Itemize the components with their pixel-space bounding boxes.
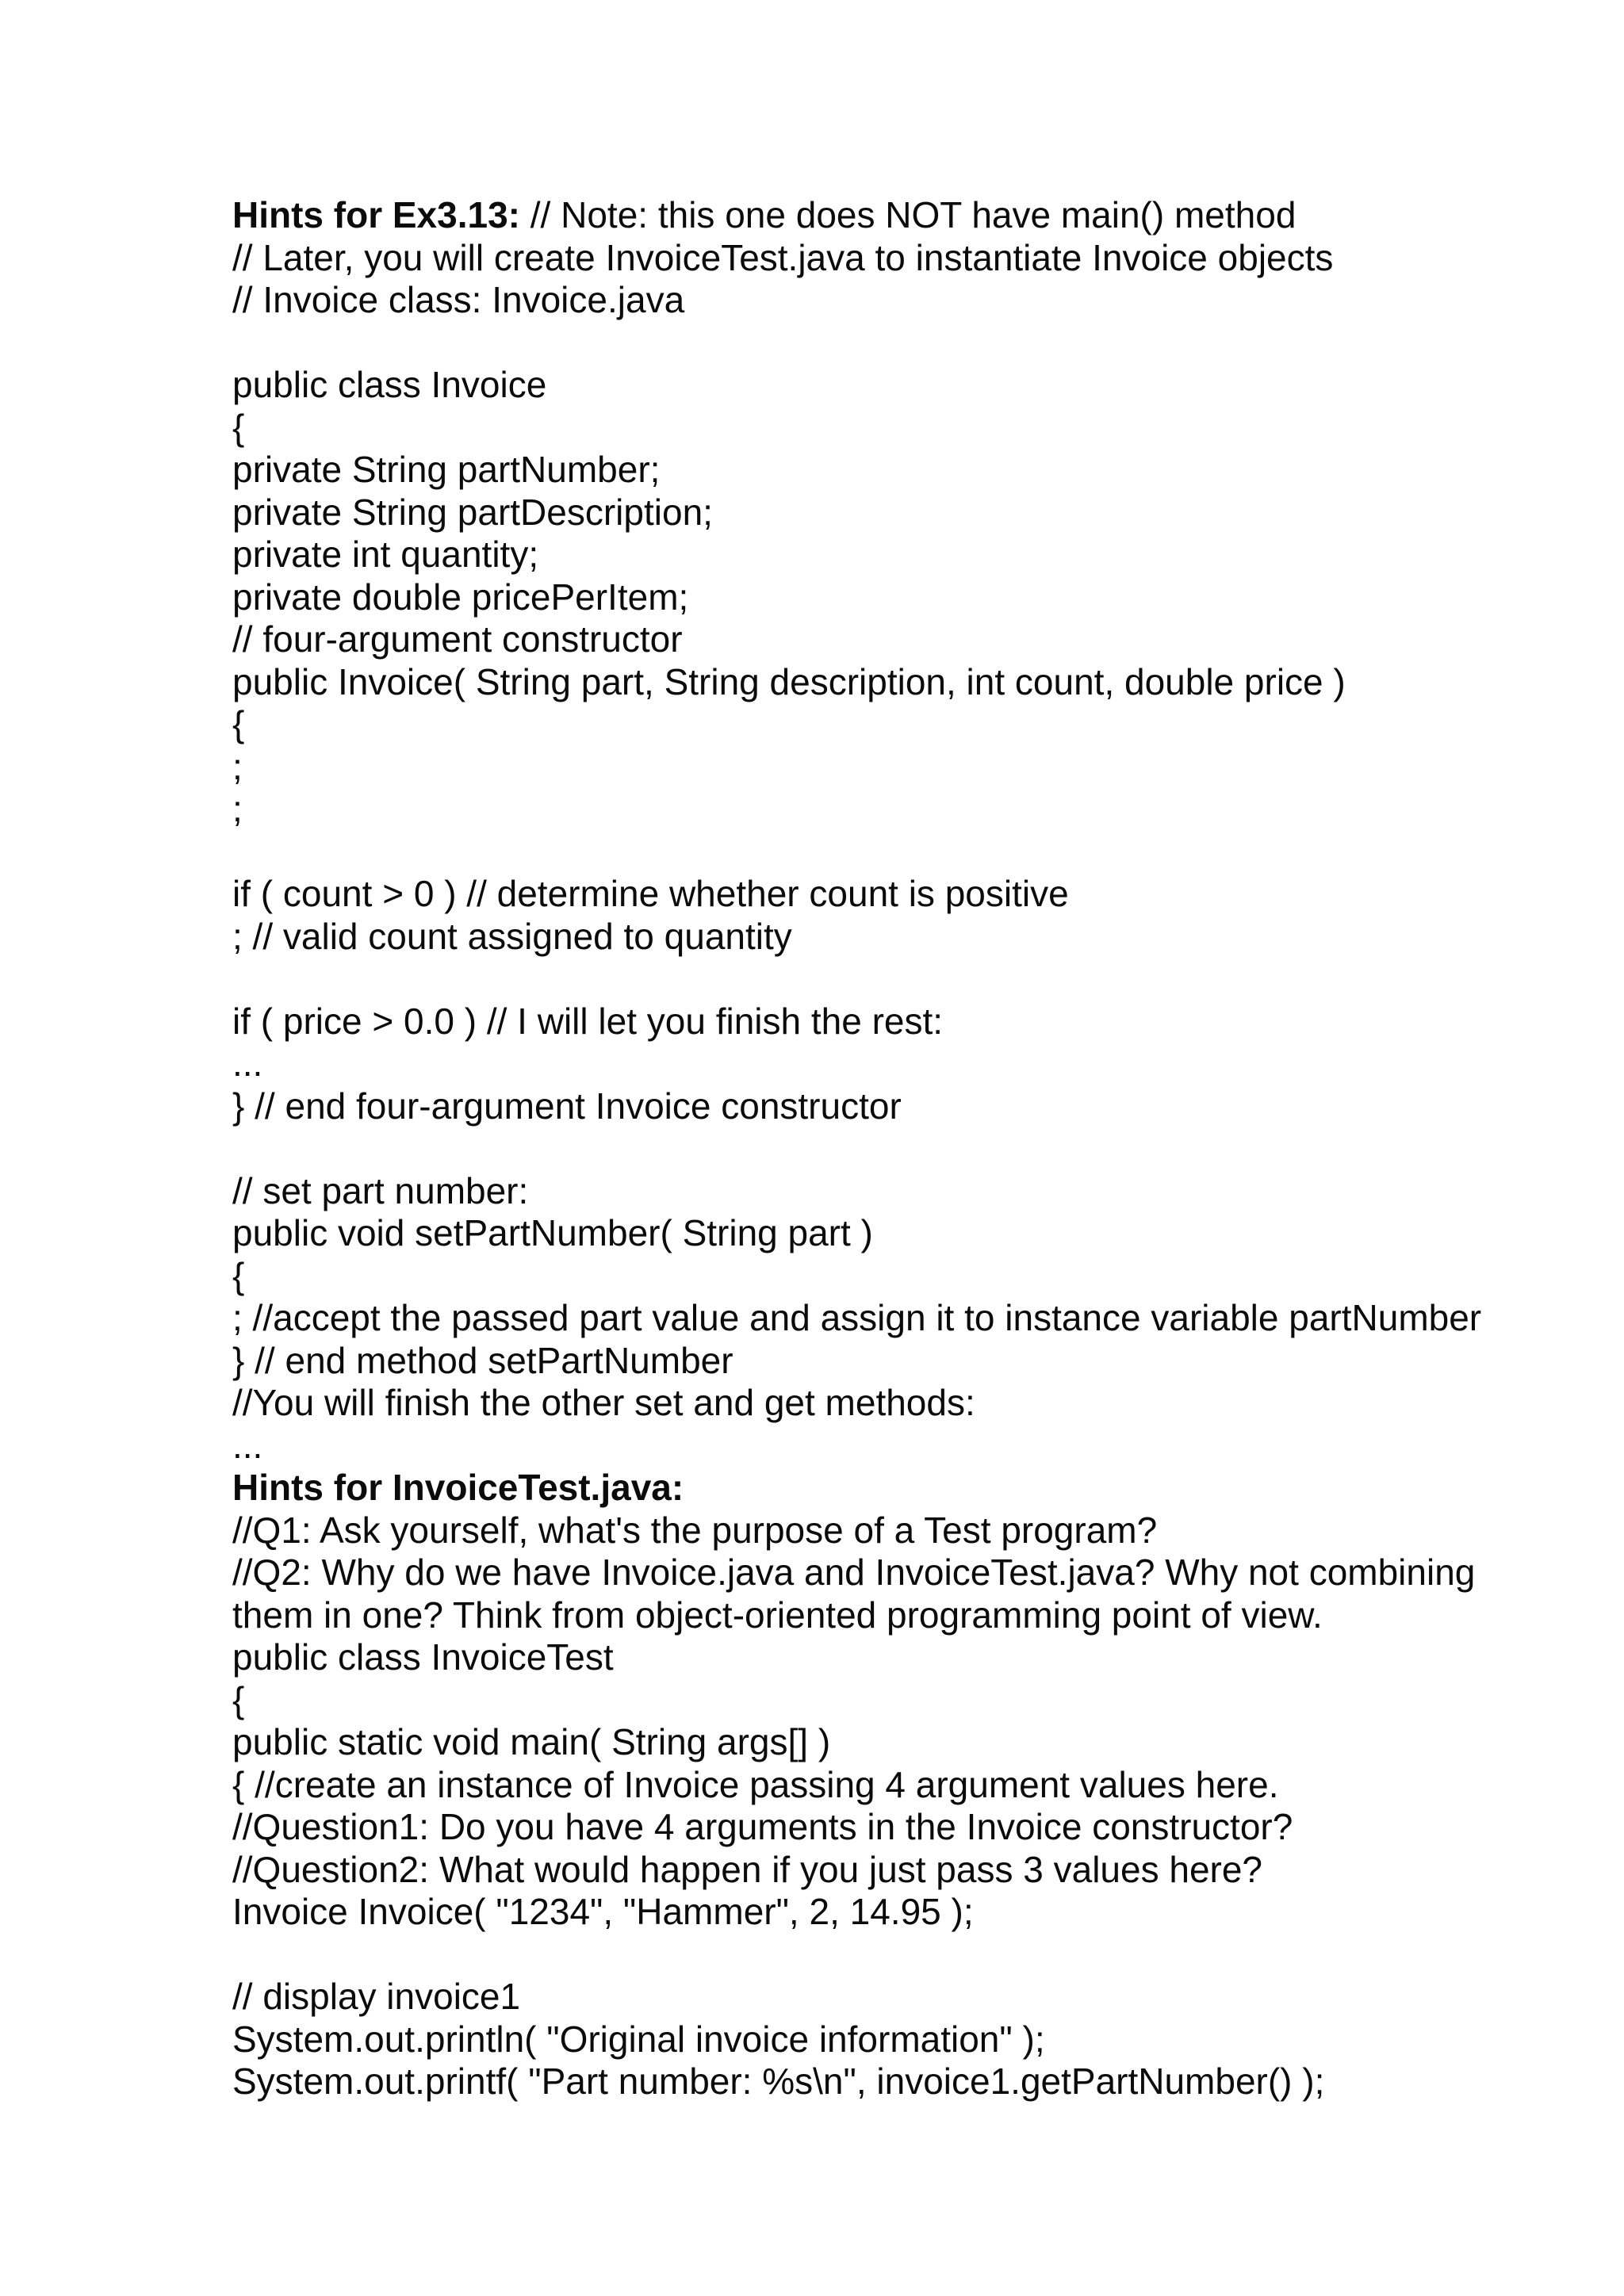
code-line: public Invoice( String part, String description, int count, double price ) [232,660,1346,702]
code-line: them in one? Think from object-oriented programming point of view. [232,1594,1323,1636]
code-line: ; // valid count assigned to quantity [232,915,792,957]
code-line: } // end four-argument Invoice constructor [232,1085,902,1127]
code-line: //You will finish the other set and get methods: [232,1382,975,1423]
code-line: } // end method setPartNumber [232,1339,733,1381]
code-line: System.out.println( "Original invoice information" ); [232,2018,1045,2060]
code-line: { [232,1678,245,1720]
code-line: public class InvoiceTest [232,1636,614,1678]
blank-line [232,1127,1596,1170]
code-line: // set part number: [232,1169,529,1211]
code-line: ; [232,745,243,787]
code-line: //Question1: Do you have 4 arguments in the Invoice constructor? [232,1806,1293,1847]
code-line: private double pricePerItem; [232,576,689,618]
code-line: public static void main( String args[] ) [232,1721,831,1762]
code-line: //Q2: Why do we have Invoice.java and InvoiceTest.java? Why not combining [232,1552,1476,1593]
code-line: Invoice Invoice( "1234", "Hammer", 2, 14.95 ); [232,1891,974,1932]
blank-line [232,958,1596,1001]
code-line: private String partDescription; [232,491,713,533]
blank-line [232,322,1596,365]
code-line: { //create an instance of Invoice passing 4 argument values here. [232,1763,1279,1805]
intro-line-3: // Invoice class: Invoice.java [232,279,685,320]
code-line: // display invoice1 [232,1976,521,2017]
exercise-heading: Hints for Ex3.13: [232,194,520,235]
code-line: ... [232,1424,263,1466]
code-line: { [232,1254,245,1296]
invoice-test-heading: Hints for InvoiceTest.java: [232,1467,684,1508]
code-line: ; [232,788,243,829]
document-body [232,194,1596,2103]
blank-line [232,1934,1596,1976]
heading-note: // Note: this one does NOT have main() method [520,194,1297,235]
code-line: //Q1: Ask yourself, what's the purpose of a Test program? [232,1509,1158,1551]
code-line: System.out.printf( "Part number: %s\n", invoice1.getPartNumber() ); [232,2061,1325,2102]
code-line: public class Invoice [232,364,547,405]
blank-line [232,831,1596,874]
code-line: { [232,703,245,744]
code-line: //Question2: What would happen if you just pass 3 values here? [232,1848,1263,1890]
intro-line-2: // Later, you will create InvoiceTest.java to instantiate Invoice objects [232,236,1334,278]
code-line: { [232,406,245,448]
code-line: ; //accept the passed part value and assign it to instance variable partNumber [232,1297,1482,1338]
intro-line-1 [232,194,1596,237]
code-line: if ( price > 0.0 ) // I will let you finish the rest: [232,1000,944,1042]
code-line: ... [232,1043,263,1084]
code-line: // four-argument constructor [232,618,683,660]
code-line: if ( count > 0 ) // determine whether count is positive [232,873,1069,914]
code-line: private String partNumber; [232,449,661,490]
code-line: private int quantity; [232,534,539,575]
code-line: public void setPartNumber( String part ) [232,1212,873,1253]
